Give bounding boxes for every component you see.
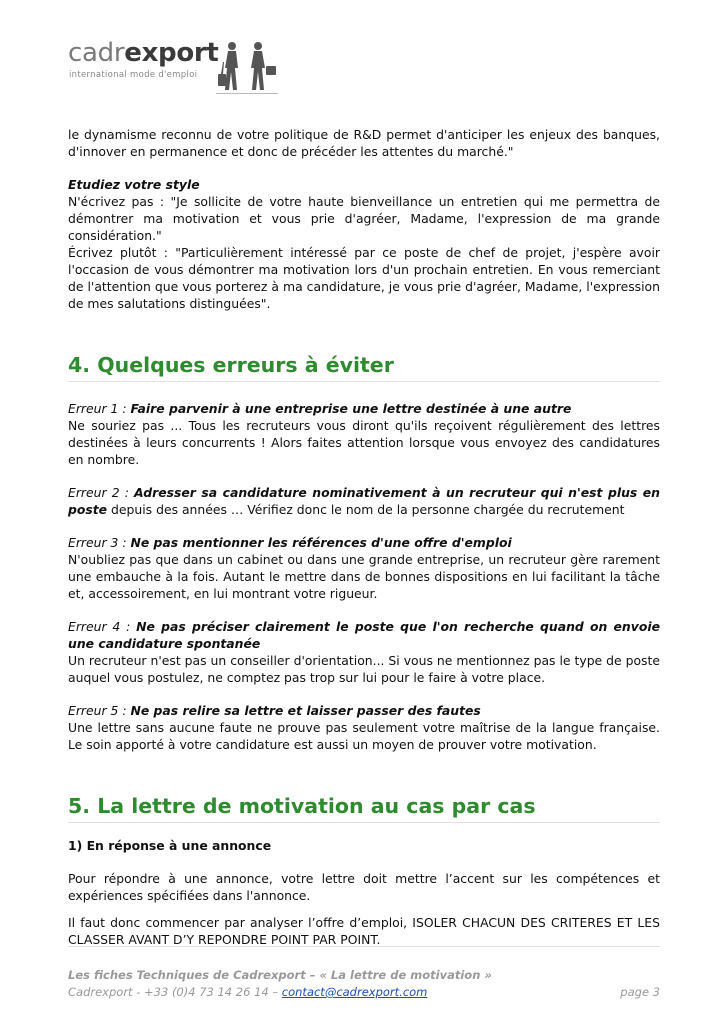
logo-tagline: international mode d'emploi [69, 70, 198, 80]
ecrivez-pas-paragraph: N'écrivez pas : "Je sollicite de votre haute bienveillance un entretien qui me permettra de démontrer ma motivation et vous prie d'agréer, Madame, l'expression de ma grande considération." [68, 194, 660, 243]
ecrivez-plutot-paragraph: Écrivez plutôt : "Particulièrement intéressé par ce poste de chef de projet, j'espère avoir l'occasion de vous démontrer ma motivation lors d'un prochain entretien. En vous remerciant de l'attention que vous porterez à ma candidature, je vous prie d'agréer, Madame, l'expression de mes salutations distinguées". [68, 245, 660, 311]
error-title: Ne pas mentionner les références d'une offre d'emploi [130, 535, 512, 550]
annonce-paragraph-2: Il faut donc commencer par analyser l’offre d’emploi, ISOLER CHACUN DES CRITERES ET LES CLASSER AVANT D’Y REPONDRE POINT PAR POINT. [68, 915, 660, 947]
footer-contact-line [68, 983, 660, 1001]
error-body: Ne souriez pas ... Tous les recruteurs vous diront qu'ils reçoivent régulièrement des lettres destinées à leurs concurrents ! Alors faites attention lorsque vous envoyez des candidatures en nombre. [68, 418, 660, 467]
page-content [68, 126, 660, 948]
error-label: Erreur 5 : [68, 703, 131, 718]
error-title: Faire parvenir à une entreprise une lettre destinée à une autre [130, 401, 572, 416]
logo-part1: cadr [68, 38, 125, 68]
travelers-icon [216, 40, 278, 98]
logo-wordmark [68, 38, 219, 68]
error-title: Ne pas relire sa lettre et laisser passer des fautes [130, 703, 481, 718]
error-1 [68, 400, 660, 468]
error-2 [68, 484, 660, 518]
error-body: depuis des années … Vérifiez donc le nom de la personne chargée du recrutement [107, 502, 625, 517]
cadrexport-logo [68, 38, 283, 102]
error-title: Ne pas préciser clairement le poste que l'on recherche quand on envoie une candidature spontanée [68, 619, 660, 651]
section-5-title: 5. La lettre de motivation au cas par cas [68, 793, 660, 823]
error-label: Erreur 3 : [68, 535, 131, 550]
error-label: Erreur 2 : [68, 485, 135, 500]
error-body: Une lettre sans aucune faute ne prouve pas seulement votre maîtrise de la langue française. Le soin apporté à votre candidature est aussi un moyen de prouver votre motivation. [68, 720, 660, 752]
footer-title: Les fiches Techniques de Cadrexport – « La lettre de motivation » [68, 968, 492, 982]
error-title: Adresser sa candidature nominativement à un recruteur qui n'est plus en poste [68, 485, 660, 517]
section-4-title: 4. Quelques erreurs à éviter [68, 352, 660, 382]
page-number: page 3 [620, 985, 660, 999]
error-body: Un recruteur n'est pas un conseiller d'orientation... Si vous ne mentionnez pas le type de poste auquel vous postulez, ne comptez pas trop sur lui pour le faire à votre place. [68, 653, 660, 685]
error-label: Erreur 1 : [68, 401, 131, 416]
logo-part2: export [124, 38, 219, 68]
style-heading: Etudiez votre style [68, 177, 200, 192]
intro-paragraph: le dynamisme reconnu de votre politique de R&D permet d'anticiper les enjeux des banques, d'innover en permanence et donc de précéder les attentes du marché." [68, 127, 660, 159]
page-footer [68, 946, 660, 1001]
error-4 [68, 618, 660, 686]
subsection-1-title: 1) En réponse à une annonce [68, 838, 272, 853]
annonce-paragraph-1: Pour répondre à une annonce, votre lettre doit mettre l’accent sur les compétences et expériences spécifiées dans l'annonce. [68, 871, 660, 903]
error-label: Erreur 4 : [68, 619, 137, 634]
footer-email-link[interactable]: contact@cadrexport.com [281, 985, 428, 999]
error-3 [68, 534, 660, 602]
footer-contact: Cadrexport - +33 (0)4 73 14 26 14 – [68, 985, 282, 999]
error-body: N'oubliez pas que dans un cabinet ou dans une grande entreprise, un recruteur gère rarement une embauche à la fois. Autant le mettre dans de bonnes dispositions en lui facilitant la tâche et, accessoirement, en lui montrant votre rigueur. [68, 552, 660, 601]
error-5 [68, 702, 660, 753]
